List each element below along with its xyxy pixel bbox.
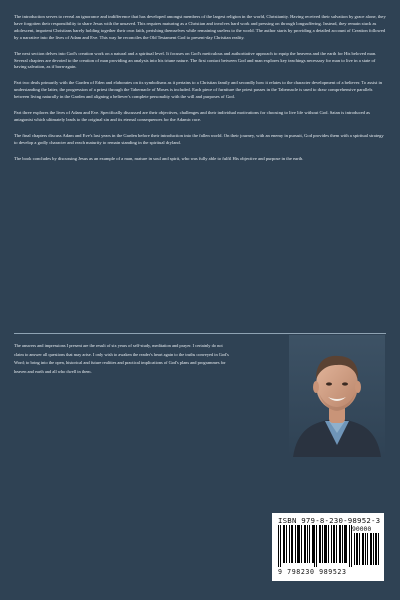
- blurb-paragraph-final-chapters: The final chapters discuss Adam and Eve's last years in the Garden before their introduction into the fallen world. On their journey, with an enemy in pursuit, God provides them with a spiritual strategy to develop a godly character and reach maturity to remain standing in the spiritual dryland.: [14, 132, 384, 145]
- isbn-barcode: [272, 513, 384, 581]
- blurb-paragraph-conclusion: The book concludes by discussing Jesus as an example of a man, mature in soul and spirit, who was fully able to fulfil His objective and purpose in the earth.: [14, 155, 304, 161]
- blurb-paragraph-creation: The next section delves into God's creation work on a natural and a spiritual level. It focuses on God's meticulous and authoritative approach to equip the heavens and the earth for His beloved man. Several chapters are devoted to the creation of man providing an analysis into his triune nature. The first contact between God and man explores key teachings necessary for man to live in a state of having salvation, as if born-again.: [14, 50, 377, 70]
- isbn-label: ISBN 979-8-230-98952-3: [278, 516, 381, 525]
- author-note: [14, 342, 229, 376]
- blurb-paragraph-part-two: Part two deals primarily with the Garden of Eden and elaborates on its symbolisms as it pertains to a Christian family and secondly how it relates to the character development of a believer. To assist in understanding the latter, the progression of a priest through the Tabernacle of Moses is included. Each piece of furniture the priest passes in the Tabernacle is used to draw comprehensive parallels between living naturally in the Garden and aligning a believer's complete personality with the will and purposes of God.: [14, 80, 383, 100]
- price-addon-bars: [354, 533, 380, 565]
- author-photo: [289, 335, 385, 457]
- blurb-text: [14, 14, 386, 172]
- section-divider: [14, 333, 386, 334]
- blurb-paragraph-part-three: Part three explores the lives of Adam and Eve. Specifically discussed are their objectives, challenges and their individual motivations for choosing to live life without God. Satan is introduced as antagonist which ultimately leads to the original sin and its eternal consequences for the Adamic race.: [14, 110, 370, 122]
- barcode-digits: 9 798230 989523: [278, 568, 347, 576]
- blurb-paragraph-intro: The introduction serves to reveal an ignorance and indifference that has developed amongst members of the largest religion in the world, Christianity. Having received their salvation by grace alone, they have forgotten their responsibility to share Jesus with the unsaved. This requires maturing as a Christian and involves hard work and pressing on through longsuffering. Instead, they remain stuck as adolescent, impotent Christians barely holding together their own faith, perishing themselves while remaining useless to the world. The author starts by providing a detailed account of Creation followed by a narrative into the lives of Adam and Eve. This way he reconciles the Old Testament God to present-day Christian reality.: [14, 14, 386, 40]
- price-code: 90000: [352, 525, 372, 533]
- barcode-bars: [278, 525, 352, 567]
- author-note-text: The answers and impressions I present are the result of six years of self-study, meditation and prayer. I certainly do not claim to answer all questions that may arise. I only wish to awaken the reader's heart again to the truths conveyed in God's Word; to bring into the open, historical and future realities and practical implications of God's plans and programmes for heaven and earth and all who dwell in them.: [14, 343, 229, 374]
